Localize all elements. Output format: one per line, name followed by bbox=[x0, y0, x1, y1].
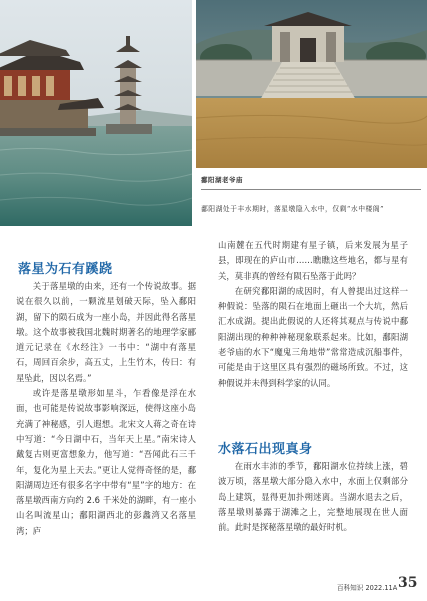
article-column-left bbox=[16, 279, 196, 539]
pagoda-old-site-photo bbox=[196, 0, 427, 168]
paragraph: 在雨水丰沛的季节，鄱阳湖水位持续上涨，碧波万顷，落星墩大部分隐入水中，水面上仅剩部分岛上建筑，显得更加扑朔迷离。当湖水退去之后，落星墩则暴露于湖滩之上，完整地展现在世人面前。此时是探秘落星墩的最好时机。 bbox=[218, 461, 408, 533]
paragraph: 关于落星墩的由来，还有一个传说故事。据说在很久以前，一颗流星划破天际，坠入鄱阳湖，留下的陨石成为一座小岛，并因此得名落星墩。这个故事被我国北魏时期著名的地理学家郦道元记录在《水经注》一书中：“湖中有落星石，周回百余步，高五丈，上生竹木，传曰：有星坠此，因以名焉。” bbox=[16, 281, 196, 383]
paragraph: 在研究鄱阳湖的成因时，有人曾提出过这样一种假说：坠落的陨石在地面上砸出一个大坑，然后汇水成湖。提出此假说的人还将其观点与传说中鄱阳湖出现的种种神秘现象联系起来。比如，鄱阳湖老爷庙的水下“魔鬼三角地带”常常造成沉船事件，可能是由于这里区具有强烈的磁场所致。不过，这种假说并未得到科学家的认同。 bbox=[218, 285, 408, 388]
section-heading-meteor: 落星为石有蹊跷 bbox=[18, 262, 113, 277]
photo-caption-text: 鄱阳湖处于丰水期时，落星墩隐入水中，仅剩“水中楼阁” bbox=[201, 205, 385, 213]
photo-caption-title: 鄱阳湖老爷庙 bbox=[201, 176, 243, 184]
paragraph-continued: 山南麓在五代时期建有星子镇，后来发展为星子县，即现在的庐山市……瞧瞧这些地名，都与星有关，莫非真的曾经有陨石坠落于此吗？ bbox=[218, 240, 408, 281]
pagoda-lake-photo bbox=[0, 0, 192, 226]
page-number: 35 bbox=[398, 575, 418, 591]
article-column-right bbox=[218, 238, 408, 391]
caption-divider bbox=[201, 189, 421, 190]
paragraph: 或许是落星墩形如星斗，乍看像是浮在水面，也可能是传说故事影响深远，使得这座小岛充满了神秘感，引人遐想。北宋文人蒋之奇在诗中写道：“今日湖中石，当年天上星。”南宋诗人戴复古则更富想象力，他写道：“吾闻此石三千年，复化为星上天去。”更让人觉得奇怪的是，鄱阳湖周边还有很多名字中带有“星”字的地方：在落星墩西南方向约 2.6 千米处的湖畔，有一座小山名叫流星山；鄱阳湖西北的彭蠡湾又名落星湾；庐 bbox=[16, 388, 196, 536]
journal-issue: 百科知识 2022.11A bbox=[337, 584, 398, 592]
article-column-right-bottom bbox=[218, 459, 408, 535]
section-heading-true-form: 水落石出现真身 bbox=[218, 442, 313, 457]
